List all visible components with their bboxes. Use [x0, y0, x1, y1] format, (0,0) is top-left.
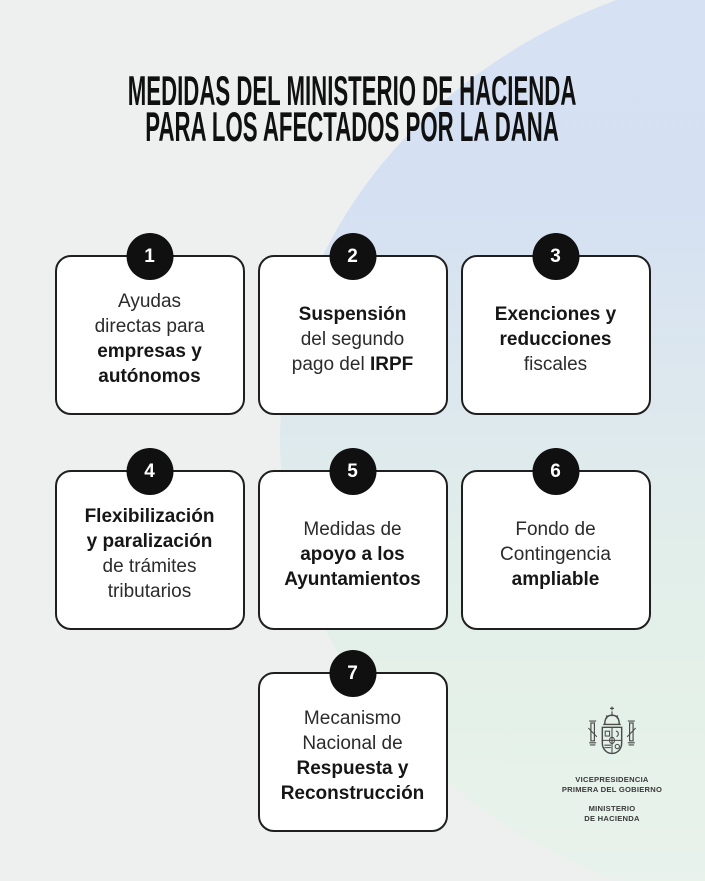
card-number-badge: 2: [329, 233, 376, 280]
ministry-name: [584, 804, 640, 824]
card-text-line: Exenciones y: [494, 303, 617, 325]
card-number-badge: 3: [532, 233, 579, 280]
card-text-line: del segundo: [300, 328, 405, 350]
card-text-line: apoyo a los: [300, 543, 405, 565]
card-text-line: Nacional de: [302, 733, 403, 754]
card-text-line: de trámites: [102, 556, 197, 577]
card-number-badge: 5: [329, 448, 376, 495]
card-text-line: Reconstrucción: [280, 783, 425, 804]
measure-card-7: [258, 662, 448, 832]
card-text: [280, 517, 425, 592]
measure-card-1: [55, 245, 245, 415]
card-text: [491, 302, 620, 377]
card-text-line: Ayudas: [117, 291, 182, 312]
card-text-line: tributarios: [107, 581, 192, 602]
title-line-2: PARA LOS AFECTADOS POR LA DANA: [145, 104, 560, 151]
card-text-line: y paralización: [86, 531, 213, 552]
measure-card-4: [55, 460, 245, 630]
department-line-2: PRIMERA DEL GOBIERNO: [561, 785, 663, 794]
card-text-line: Medidas de: [303, 518, 402, 540]
card-text: [277, 706, 429, 806]
cards-row: [0, 460, 705, 630]
department-line-1: VICEPRESIDENCIA: [575, 775, 649, 784]
page-title: [0, 68, 705, 151]
government-footer: [537, 706, 687, 824]
card-number-badge: 4: [126, 448, 173, 495]
card-text-line: autónomos: [98, 366, 201, 387]
title-line-1: MEDIDAS DEL MINISTERIO DE HACIENDA: [128, 68, 577, 115]
card-text-line: fiscales: [523, 353, 588, 375]
card-text: [81, 504, 219, 604]
card-number-badge: 6: [532, 448, 579, 495]
card-text-line: Contingencia: [500, 543, 611, 565]
card-text-line: directas para: [94, 316, 205, 337]
card-text: [91, 289, 209, 389]
card-text-line: Suspensión: [298, 303, 407, 325]
card-text: [288, 302, 417, 377]
card-number-badge: 1: [126, 233, 173, 280]
card-text-line: Flexibilización: [84, 506, 215, 527]
measure-card-3: [461, 245, 651, 415]
page-title-text: [128, 68, 577, 151]
ministry-line-1: MINISTERIO: [588, 804, 636, 813]
card-text: [496, 517, 615, 592]
department-name: [562, 775, 662, 795]
card-text-line: Respuesta y: [296, 758, 409, 779]
measure-card-5: [258, 460, 448, 630]
card-number-badge: 7: [329, 650, 376, 697]
ministry-line-2: DE HACIENDA: [584, 814, 640, 823]
spain-coat-of-arms-icon: [583, 706, 641, 768]
measure-card-6: [461, 460, 651, 630]
card-text-line: pago del IRPF: [291, 353, 414, 375]
card-text-line: reducciones: [499, 328, 612, 350]
measure-card-2: [258, 245, 448, 415]
card-text-line: empresas y: [97, 341, 202, 362]
card-text-line: ampliable: [511, 568, 600, 590]
cards-row: [0, 245, 705, 415]
card-text-line: Mecanismo: [303, 708, 402, 729]
card-text-line: Fondo de: [515, 518, 596, 540]
card-text-line: Ayuntamientos: [284, 568, 421, 590]
